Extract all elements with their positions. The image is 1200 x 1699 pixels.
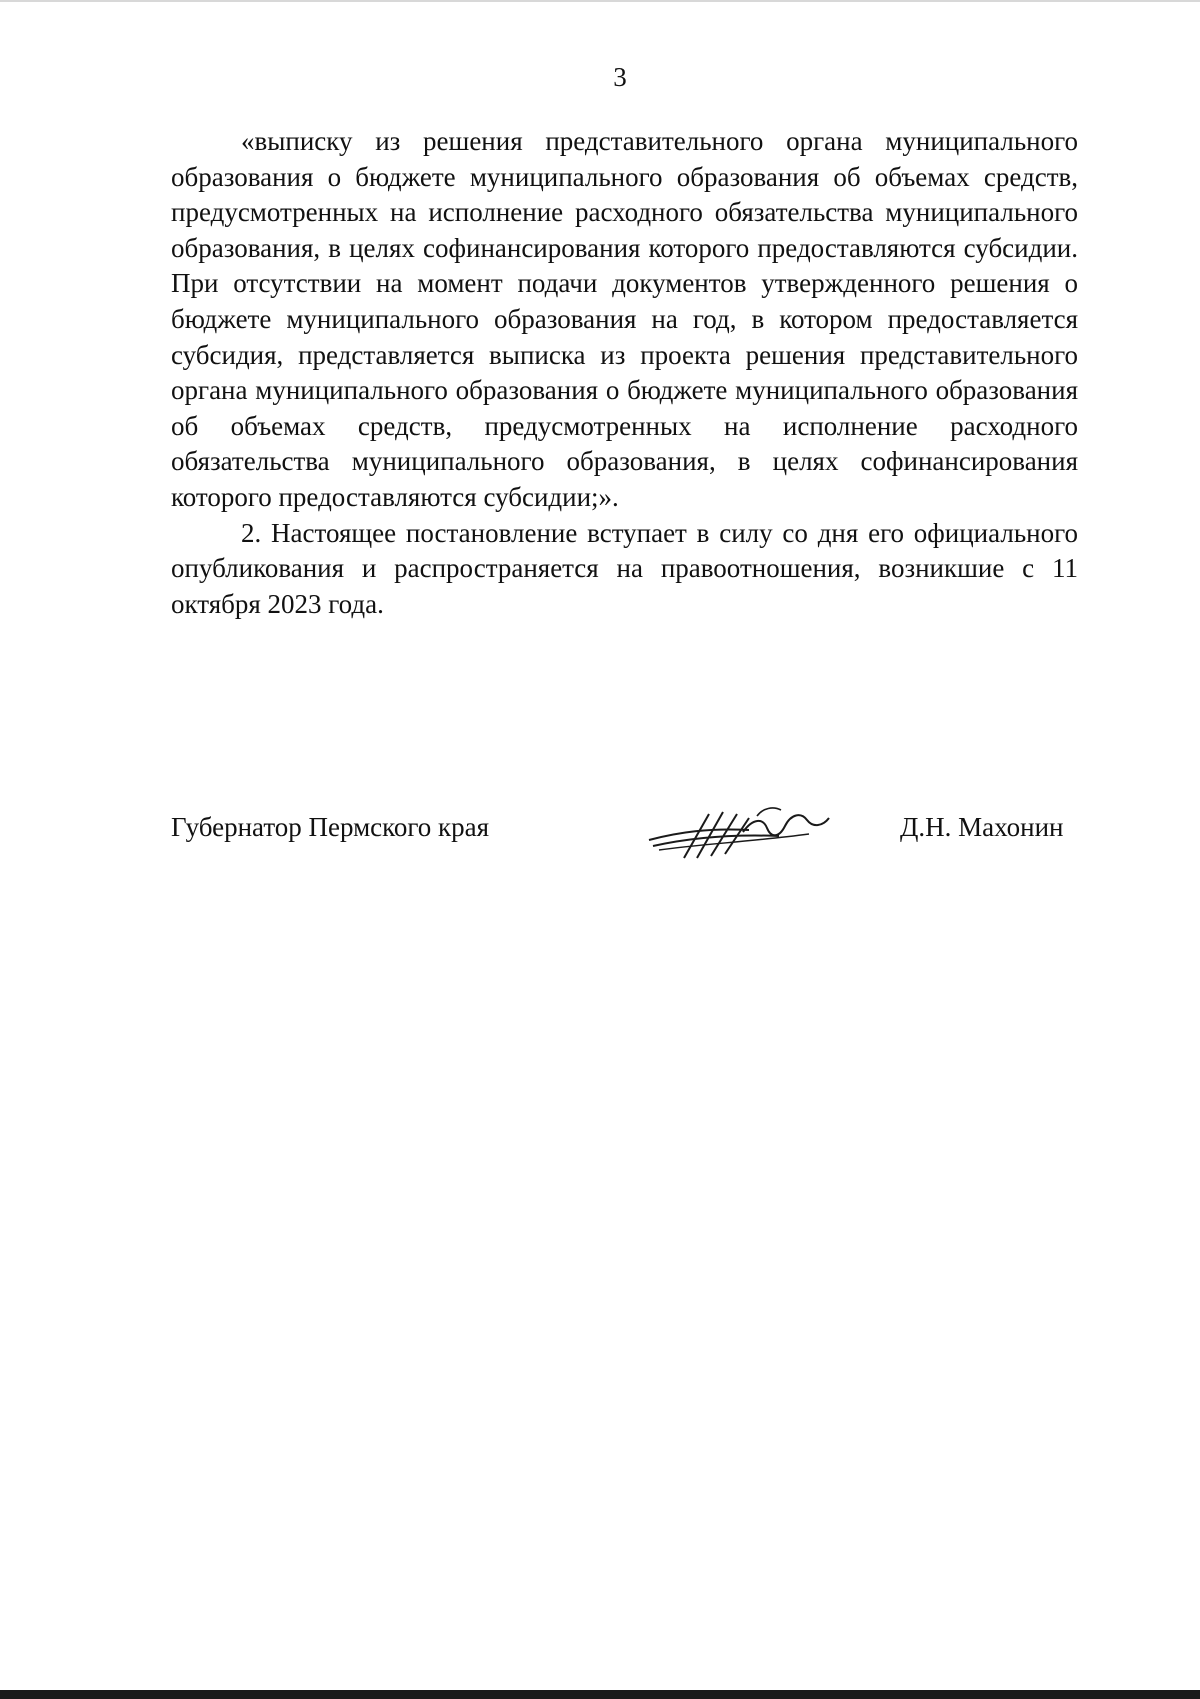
paragraph-effective-date: 2. Настоящее постановление вступает в силу со дня его официального опубликования и распространяется на правоотношения, возникшие с 11 октября 2023 года. — [171, 517, 1078, 619]
scan-edge-top — [0, 0, 1200, 2]
scan-edge-bottom — [0, 1690, 1200, 1699]
handwritten-signature — [639, 792, 839, 872]
signatory-name: Д.Н. Махонин — [900, 812, 1064, 842]
page-number: 3 — [613, 62, 627, 92]
signature-block — [171, 812, 1071, 872]
signatory-title: Губернатор Пермского края — [171, 812, 490, 842]
paragraph-excerpt: «выписку из решения представительного органа муниципального образования о бюджете муниципального образования об объемах средств, предусмотренных на исполнение расходного обязательства муниципального образования, в целях софинансирования которого предоставляются субсидии. При отсутствии на момент подачи документов утвержденного решения о бюджете муниципального образования на год, в котором предоставляется субсидия, представляется выписка из проекта решения представительного органа муниципального образования о бюджете муниципального образования об объемах средств, предусмотренных на исполнение расходного обязательства муниципального образования, в целях софинансирования которого предоставляются субсидии;». — [171, 126, 1078, 512]
document-body — [171, 124, 1078, 622]
